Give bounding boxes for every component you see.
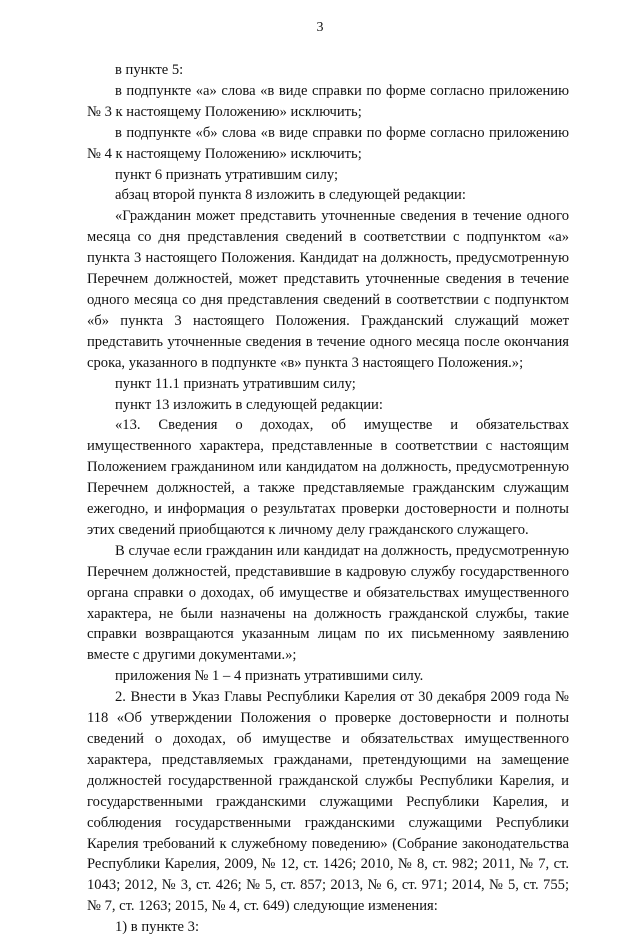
paragraph: пункт 13 изложить в следующей редакции: bbox=[115, 396, 383, 413]
paragraph: в пункте 5: bbox=[115, 62, 184, 78]
document-body bbox=[87, 60, 569, 938]
paragraph: приложения № 1 – 4 признать утратившими силу. bbox=[115, 668, 424, 685]
paragraph: пункт 6 признать утратившим силу; bbox=[115, 166, 339, 183]
paragraph: В случае если гражданин или кандидат на должность, предусмотренную Перечнем должностей, представившие в кадровую службу государственного органа справки о доходах, об имуществе и обязательствах имущественного характера, не были назначены на должность гражданской службы, такие справки возвращаются указанным лицам по их письменному заявлению вместе с другими документами.»; bbox=[87, 542, 569, 664]
paragraph: 1) в пункте 3: bbox=[115, 919, 200, 936]
paragraph: в подпункте «б» слова «в виде справки по форме согласно приложению № 4 к настоящему Положению» исключить; bbox=[87, 124, 569, 162]
paragraph: «Гражданин может представить уточненные сведения в течение одного месяца со дня представления сведений в соответствии с подпунктом «а» пункта 3 настоящего Положения. Кандидат на должность, предусмотренную Перечнем должностей, может представить уточненные сведения в течение одного месяца со дня представления сведений в соответствии с подпунктом «б» пункта 3 настоящего Положения. Гражданский служащий может представить уточненные сведения в течение одного месяца после окончания срока, указанного в подпункте «в» пункта 3 настоящего Положения.»; bbox=[87, 208, 569, 371]
paragraph: пункт 11.1 признать утратившим силу; bbox=[115, 375, 356, 392]
paragraph: 2. Внести в Указ Главы Республики Карелия от 30 декабря 2009 года № 118 «Об утверждении Положения о проверке достоверности и полноты сведений о доходах, об имуществе и обязательствах имущественного характера, представляемых гражданами, претендующими на замещение должностей государственной гражданской службы Республики Карелия, и государственными гражданскими служащими Республики Карелия, и соблюдения государственными гражданскими служащими Республики Карелия требований к служебному поведению» (Собрание законодательства Республики Карелия, 2009, № 12, ст. 1426; 2010, № 8, ст. 982; 2011, № 7, ст. 1043; 2012, № 3, ст. 426; № 5, ст. 857; 2013, № 6, ст. 971; 2014, № 5, ст. 755; № 7, ст. 1263; 2015, № 4, ст. 649) следующие изменения: bbox=[87, 689, 569, 915]
paragraph: «13. Сведения о доходах, об имуществе и обязательствах имущественного характера, представленные в соответствии с настоящим Положением гражданином или кандидатом на должность, предусмотренную Перечнем должностей, а также представляемые гражданским служащим ежегодно, и информация о результатах проверки достоверности и полноты этих сведений приобщаются к личному делу гражданского служащего. bbox=[87, 417, 569, 538]
paragraph: абзац второй пункта 8 изложить в следующей редакции: bbox=[115, 187, 466, 204]
paragraph: в подпункте «а» слова «в виде справки по форме согласно приложению № 3 к настоящему Положению» исключить; bbox=[87, 82, 569, 120]
page-number: 3 bbox=[316, 20, 324, 35]
